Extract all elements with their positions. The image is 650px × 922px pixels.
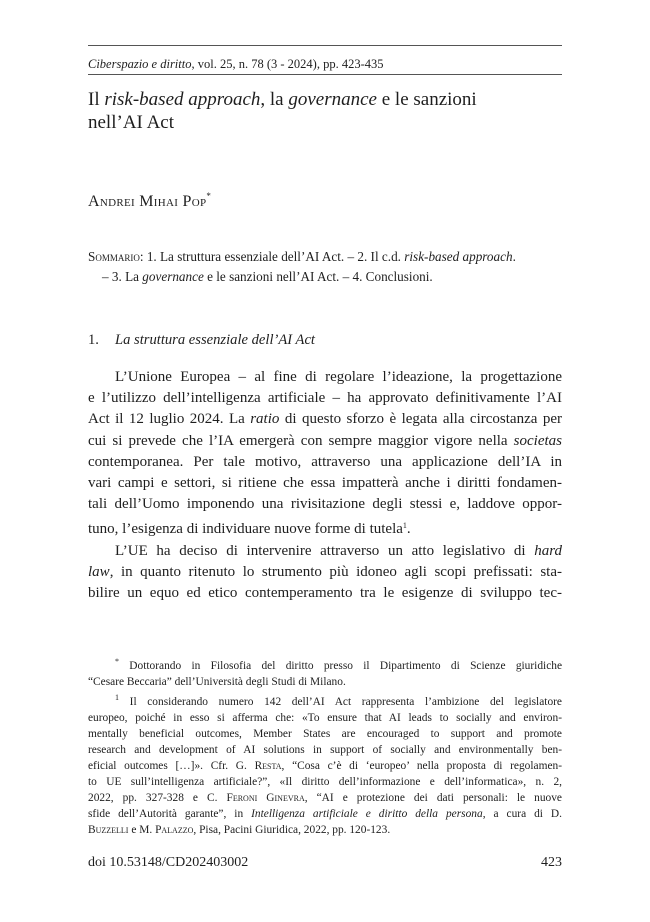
header-top-rule (88, 45, 562, 46)
author-name: Andrei Mihai Pop* (88, 191, 212, 210)
body-text: L’Unione Europea – al fine di regolare l’ideazione, la progettazione e l’utilizzo dell’intelligenza artificiale – ha approvato definitivamente l’AI Act il 12 luglio 2024. La ratio di questo sforzo è legata alla circostanza per cui si prevede che l’IA emergerà con sempre maggior vigore nella societas contemporanea. Per tale motivo, attraverso una applicazione dell’IA in vari campi e settori, si ritiene che essa impatterà anche i diritti fondamen- tali dell’Uomo imponendo una rivisitazione degli stessi e, laddove oppor- tuno, l’esigenza di individuare nuove forme di tutela$^1$. L’UE ha deciso di intervenire attraverso un atto legislativo di hard law, in quanto ritenuto lo strumento più idoneo agli scopi prefissati: sta- bilire un equo ed etico contemperamento tra le esigenze di sviluppo tec- (88, 369, 562, 602)
section-heading (88, 332, 315, 349)
summary: Sommario: 1. La struttura essenziale dell’AI Act. – 2. Il c.d. risk-based approach. – 3. La governance e le sanzioni nell’AI Act. – 4. Conclusioni. (88, 249, 516, 284)
section-title: La struttura essenziale dell’AI Act (115, 332, 315, 348)
section-number: 1. (88, 332, 99, 348)
article-title: Il risk-based approach, la governance e le sanzioni nell’AI Act (88, 89, 477, 133)
summary-label: Sommario: (88, 249, 144, 264)
journal-citation: Ciberspazio e diritto, vol. 25, n. 78 (3 - 2024), pp. 423-435 (88, 57, 384, 71)
author-footnote-mark[interactable]: * (206, 191, 212, 201)
footnotes: * Dottorando in Filosofia del diritto presso il Dipartimento di Scienze giuridiche “Cesare Beccaria” dell’Università degli Studi di Milano. $^1$ Il considerando numero 142 dell’AI Act rappresenta l’ambizione del legislatore europeo, poiché in esso si afferma che: «To ensure that AI leads to socially and environ- mentally beneficial outcomes, Member States are encouraged to support and promote research and development of AI solutions in support of socially and environmentally ben- eficial outcomes […]». Cfr. G. Resta, “Cosa c’è di ‘europeo’ nella proposta di regolamen- to UE sull’intelligenza artificiale?”, «Il diritto dell’informazione e dell’informatica», n. 2, 2022, pp. 327-328 e C. Feroni Ginevra, “AI e protezione dei dati personali: le nuove sfide dell’Autorità garante”, in Intelligenza artificiale e diritto della persona, a cura di D. Buzzelli e M. Palazzo, Pisa, Pacini Giuridica, 2022, pp. 120-123. (88, 657, 563, 836)
header-bottom-rule (88, 74, 562, 75)
page-number: 423 (541, 855, 562, 870)
footnote-ref-1[interactable]: 1 (402, 521, 407, 531)
doi-link[interactable]: doi 10.53148/CD202403002 (88, 855, 249, 870)
